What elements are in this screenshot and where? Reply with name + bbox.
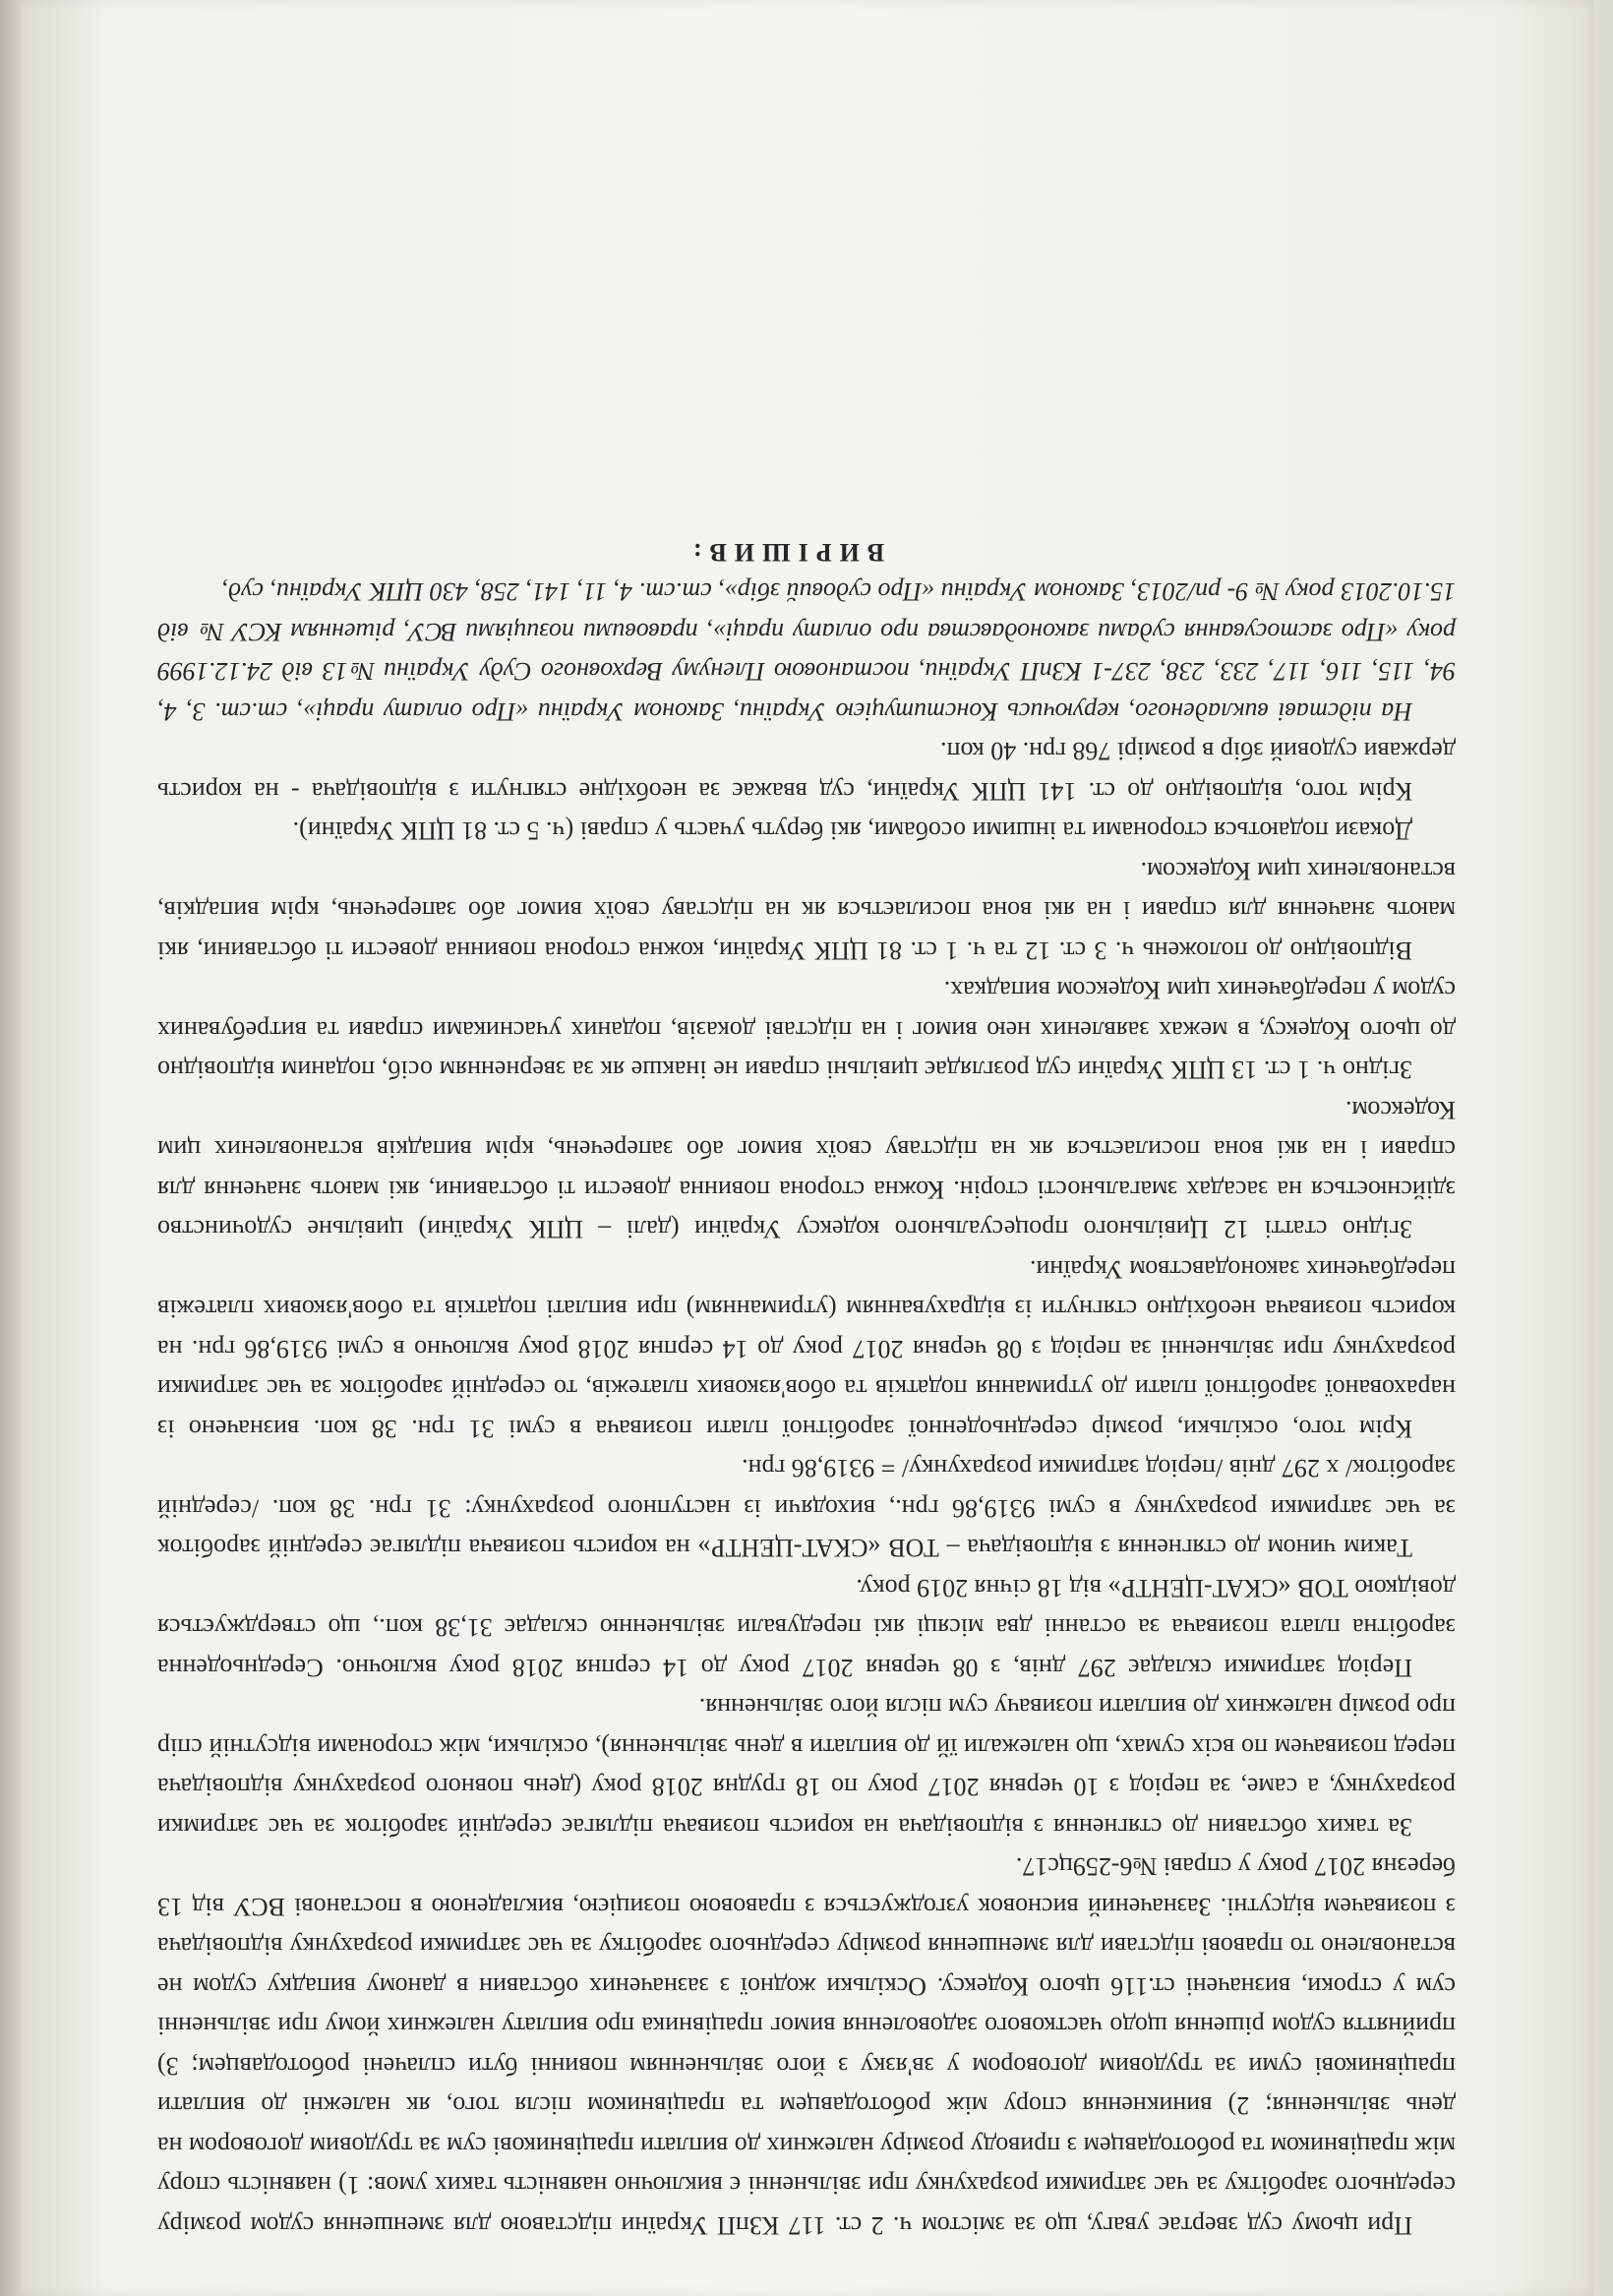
paragraph-evidence: Докази подаються сторонами та іншими особами, які беруть участь у справі (ч. 5 ст. 81 ЦПК України). (292, 816, 1412, 846)
paragraph-article-81: Відповідно до положень ч. 3 ст. 12 та ч. 1 ст. 81 ЦПК України, кожна сторона повинна довести ті обставини, які мають значення для справи і на які вона посилається як на підставу своїх вимог або заперечень, крім випадків, встановлених цим Кодексом. (157, 857, 1456, 965)
paragraph-article-12: Згідно статті 12 Цивільного процесуального кодексу України (далі – ЦПК України) цивільне судочинство здійснюється на засадах змагальності сторін. Кожна сторона повинна довести ті обставини, які мають значення для справи і на які вона посилається як на підставу своїх вимог або заперечень, крім випадків встановлених цим Кодексом. (157, 1096, 1456, 1244)
paragraph-reduction-conditions: При цьому суд звертає увагу, що за змістом ч. 2 ст. 117 КЗпП України підставою для зменшення судом розміру середнього заробітку за час затримки розрахунку при звільненні є виключно наявність таких умов: 1) наявність спору між працівником та роботодавцем з приводу розміру належних до виплати працівникові сум за трудовим договором на день звільнення; 2) виникнення спору між роботодавцем та працівником після того, як належні до виплати працівникові суми за трудовим договором у зв'язку з його звільненням повинні бути сплачені роботодавцем; 3) прийняття судом рішення щодо часткового задоволення вимог працівника про виплату належних йому при звільненні сум у строки, визначені ст.116 цього Кодексу. Оскільки жодної з зазначених обставин в даному випадку судом не встановлено то правові підстави для зменшення розміру середнього заробітку за час затримки розрахунку відповідача з позивачем відсутні. Зазначений висновок узгоджується з правовою позицією, викладеною в постанові ВСУ від 13 березня 2017 року у справі №6-259цс17. (157, 1852, 1456, 2240)
decision-heading: ВИРІШИВ: (685, 538, 885, 567)
paragraph-recovery-period: За таких обставин до стягнення з відповідача на користь позивача підлягає середній заробіток за час затримки розрахунку, а саме, за період з 10 червня 2017 року по 18 грудня 2018 року (день повного розрахунку відповідача перед позивачем по всіх сумах, що належали їй до виплати в день звільнення), оскільки, між сторонами відсутній спір про розмір належних до виплати позивачу сум після його звільнення. (157, 1693, 1456, 1842)
paragraph-tax-deduction: Крім того, оскільки, розмір середньоденної заробітної плати позивача в сумі 31 грн. 38 коп. визначено із нарахованої заробітної плати до утримання податків та обов'язкових платежів, то середній заробіток за час затримки розрахунку при звільненні за період з 08 червня 2017 року до 14 серпня 2018 року включно в сумі 9319,86 грн. на користь позивача необхідно стягнути із відрахуванням (утриманням) при виплаті податків та обов'язкових платежів передбачених законодавством України. (157, 1255, 1456, 1443)
paragraph-calculation: Таким чином до стягнення з відповідача – ТОВ «СКАТ-ЦЕНТР» на користь позивача підлягає середній заробіток за час затримки розрахунку в сумі 9319,86 грн., виходячи із наступного розрахунку: 31 грн. 38 коп. /середній заробіток/ х 297 днів /період затримки розрахунку/ = 9319,86 грн. (157, 1454, 1456, 1563)
paragraph-court-fee: Крім того, відповідно до ст. 141 ЦПК України, суд вважає за необхідне стягнути з відповідача - на користь держави судовий збір в розмірі 768 грн. 40 коп. (157, 737, 1456, 806)
paragraph-legal-basis: На підставі викладеного, керуючись Конституцією України, Законом України «Про оплату праці», ст.ст. 3, 4, 94, 115, 116, 117, 233, 238, 237-1 КЗпП України, постановою Пленуму Верховного Суду України №13 від 24.12.1999 року «Про застосування судами законодавства про оплату праці», правовими позиціями ВСУ, рішенням КСУ № від 15.10.2013 року № 9- рп/2013, Законом України «Про судовий збір», ст.ст. 4, 11, 141, 258, 430 ЦПК України, суд, (157, 577, 1456, 726)
paragraph-article-13: Згідно ч. 1 ст. 13 ЦПК України суд розглядає цивільні справи не інакше як за зверненням осіб, поданим відповідно до цього Кодексу, в межах заявлених нею вимог і на підставі доказів, поданих учасниками справи та витребуваних судом у передбачених цим Кодексом випадках. (157, 976, 1456, 1085)
document-text (157, 532, 1456, 2246)
paragraph-delay-period: Період затримки складає 297 днів, з 08 червня 2017 року до 14 серпня 2018 року включно. Середньоденна заробітна плата позивача за останні два місяці які передували звільненню складає 31,38 коп., що стверджується довідкою ТОВ «СКАТ-ЦЕНТР» від 18 січня 2019 року. (157, 1574, 1456, 1682)
